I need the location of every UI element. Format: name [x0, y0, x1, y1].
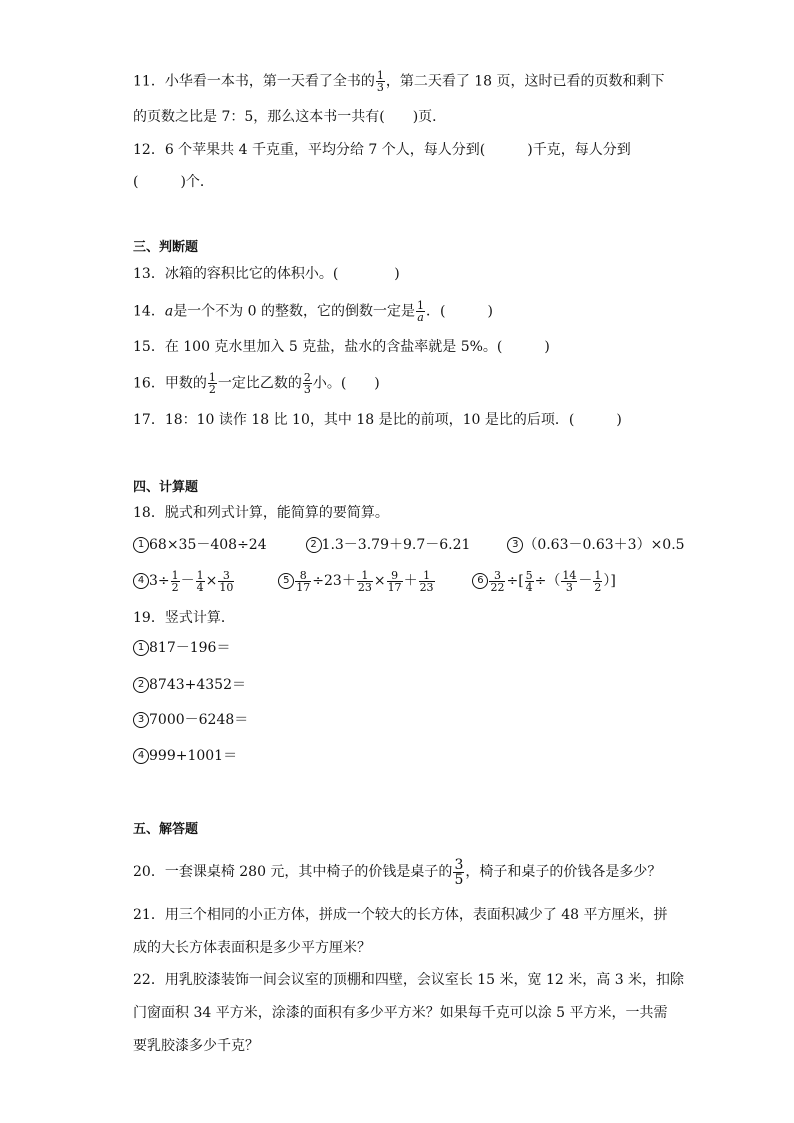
- expression-6-part: －: [578, 573, 593, 589]
- question-19-item-4: [133, 746, 237, 766]
- expression-4-part: －: [180, 573, 195, 589]
- fraction: [593, 570, 602, 593]
- denominator: 3: [561, 581, 577, 593]
- question-22-line-3: 要乳胶漆多少千克？: [133, 1038, 259, 1054]
- denominator: 4: [196, 580, 204, 594]
- question-16-text: 一定比乙数的: [217, 375, 302, 392]
- numerator: 1: [417, 299, 424, 312]
- expression-1: 68×35－408÷24: [149, 537, 267, 553]
- question-21-line-1: 21．用三个相同的小正方体，拼成一个较大的长方体，表面积减少了 48 平方厘米，拼: [133, 907, 668, 923]
- fraction: [196, 570, 205, 593]
- circled-number: 4: [133, 748, 149, 764]
- denominator: 2: [208, 383, 216, 396]
- denominator: 10: [219, 580, 234, 594]
- question-19-title: 19．竖式计算．: [133, 610, 235, 626]
- expression-5-part: ÷23＋: [312, 573, 356, 589]
- denominator: 5: [454, 871, 464, 888]
- fraction: [295, 570, 311, 593]
- denominator: 23: [419, 580, 434, 594]
- question-15: 15．在 100 克水里加入 5 克盐，盐水的含盐率就是 5%。( ): [133, 339, 550, 355]
- denominator: 4: [525, 580, 533, 594]
- numerator: 8: [299, 568, 307, 582]
- question-20: [133, 857, 661, 887]
- circled-number: 5: [278, 573, 294, 589]
- expression-4-part: ×: [205, 573, 218, 589]
- question-11-line-2: 的页数之比是 7：5，那么这本书一共有( )页．: [133, 109, 447, 125]
- question-11-text: 11．小华看一本书，第一天看了全书的: [133, 73, 375, 90]
- fraction: [387, 570, 403, 593]
- fraction: [419, 570, 435, 593]
- fraction: [357, 570, 373, 593]
- question-14-text: ．( ): [426, 303, 493, 320]
- denominator: 17: [387, 580, 402, 594]
- fraction: [416, 300, 425, 323]
- fraction: [171, 570, 180, 593]
- expression: 7000－6248＝: [149, 712, 249, 728]
- numerator: 9: [391, 568, 399, 582]
- question-18-row-1: [133, 535, 685, 555]
- circled-number: 2: [133, 677, 149, 693]
- question-22-line-2: 门窗面积 34 平方米，涂漆的面积有多少平方米？如果每千克可以涂 5 平方米，一共需: [133, 1005, 668, 1021]
- denominator: 23: [357, 580, 372, 594]
- question-12-line-1: 12．6 个苹果共 4 千克重，平均分给 7 个人，每人分到( )千克，每人分到: [133, 142, 631, 158]
- question-11-line-1: [133, 70, 665, 93]
- fraction: [453, 858, 464, 887]
- fraction: [303, 372, 312, 395]
- question-22-line-1: 22．用乳胶漆装饰一间会议室的顶棚和四壁，会议室长 15 米，宽 12 米，高 3 米，扣除: [133, 972, 685, 988]
- question-13: 13．冰箱的容积比它的体积小。( ): [133, 266, 400, 282]
- circled-number: 2: [306, 537, 322, 553]
- expression-5-part: ×: [373, 573, 386, 589]
- numerator: 3: [454, 856, 464, 873]
- expression-6-part: ）]: [603, 573, 616, 589]
- expression-3: （0.63－0.63＋3）×0.5: [523, 537, 685, 553]
- circled-number: 1: [133, 537, 149, 553]
- question-11-text: ，第二天看了 18 页，这时已看的页数和剩下: [385, 73, 665, 90]
- question-19-item-2: [133, 675, 246, 695]
- question-18-title: 18．脱式和列式计算，能简算的要简算。: [133, 505, 389, 521]
- question-14-text: 14．: [133, 303, 165, 320]
- expression: 999+1001＝: [149, 748, 238, 764]
- fraction: [208, 372, 217, 395]
- question-19-item-1: [133, 638, 230, 658]
- denominator: 3: [376, 81, 384, 94]
- question-12-line-2: ( )个．: [133, 174, 214, 190]
- numerator: 1: [196, 568, 204, 582]
- fraction: [376, 70, 385, 93]
- denominator: 17: [296, 580, 311, 594]
- expression-5-part: ＋: [403, 573, 418, 589]
- numerator: 2: [303, 371, 311, 384]
- circled-number: 3: [507, 537, 523, 553]
- denominator: 2: [594, 580, 602, 594]
- question-16-text: 小。( ): [312, 375, 380, 392]
- variable-a: a: [164, 303, 174, 320]
- numerator: 3: [493, 568, 501, 582]
- circled-number: 3: [133, 712, 149, 728]
- section-4-heading: 四、计算题: [133, 480, 199, 495]
- question-20-text: ，椅子和桌子的价钱各是多少？: [465, 864, 662, 880]
- numerator: 3: [222, 568, 230, 582]
- fraction: [561, 570, 577, 593]
- numerator: 5: [525, 568, 533, 582]
- question-18-row-2: [133, 568, 616, 594]
- question-17: 17．18：10 读作 18 比 10，其中 18 是比的前项，10 是比的后项．( ): [133, 412, 622, 428]
- section-3-heading: 三、判断题: [133, 240, 199, 255]
- numerator: 1: [423, 568, 431, 582]
- question-14: [133, 300, 493, 323]
- circled-number: 4: [133, 573, 149, 589]
- question-20-text: 20．一套课桌椅 280 元，其中椅子的价钱是桌子的: [133, 864, 453, 880]
- numerator: 14: [562, 568, 577, 582]
- expression: 8743+4352＝: [149, 677, 246, 693]
- question-16: [133, 372, 380, 395]
- numerator: 1: [361, 568, 369, 582]
- expression-6-part: ÷[: [506, 573, 524, 589]
- denominator: a: [417, 311, 424, 324]
- question-16-text: 16．甲数的: [133, 375, 207, 392]
- numerator: 1: [376, 69, 384, 82]
- question-19-item-3: [133, 710, 248, 730]
- denominator: 22: [490, 580, 505, 594]
- question-21-line-2: 成的大长方体表面积是多少平方厘米？: [133, 940, 371, 956]
- numerator: 1: [208, 371, 216, 384]
- numerator: 1: [594, 568, 602, 582]
- fraction: [218, 570, 234, 593]
- expression-4-part: 3÷: [149, 573, 170, 589]
- expression: 817－196＝: [149, 640, 231, 656]
- section-5-heading: 五、解答题: [133, 822, 199, 837]
- numerator: 1: [171, 568, 179, 582]
- fraction: [525, 570, 534, 593]
- circled-number: 1: [133, 640, 149, 656]
- question-14-text: 是一个不为 0 的整数，它的倒数一定是: [173, 303, 415, 320]
- denominator: 2: [171, 580, 179, 594]
- fraction: [489, 570, 505, 593]
- denominator: 3: [303, 383, 311, 396]
- expression-2: 1.3－3.79＋9.7－6.21: [321, 537, 471, 553]
- expression-6-part: ÷（: [534, 573, 561, 589]
- circled-number: 6: [472, 573, 488, 589]
